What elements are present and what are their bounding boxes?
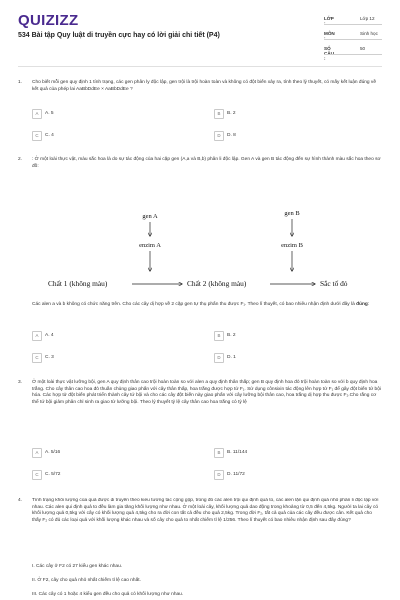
enzyme-a-label: enzim A [139,242,161,249]
option-letter: D [214,353,224,363]
option-letter: B [214,331,224,341]
option-letter: D [214,131,224,141]
question-2-continued [18,302,382,372]
question-text: Tính trạng khối lượng của quả được di truyền theo kiểu tương tác cộng gộp, trong đó các alen trội qui định quả to, các alen lặn qui định quả nhỏ phân li độc lập với nhau. Các alen qui định quả to đều làm gia tăng khối lượng như nhau. Ở một loài cây, khối lượng quả dao động trong khoảng từ 0,5 đến 4,5kg. Người ta lai cây có khối lượng quả 0,5kg với cây có khối lượng quả 4,5kg cho ra đời con tất cả đều cho quả 2,5kg. Trong đời F₂, tất cả quả của các cây đều được cân. Kết quả cho thấy F₂ có đủ các loại quả với khối lượng khác nhau và số cây cho quả to nhất chiếm tỉ lệ 1/256. Theo lí thuyết có bao nhiêu nhận định sau đây đúng? [32,498,379,523]
option-letter: A [32,331,42,341]
question-1 [18,80,382,160]
statement-1: I. Các cây ở F2 có 27 kiểu gen khác nhau. [32,564,123,569]
meta-label: LỚP : [324,16,334,26]
followup-colon: : [367,302,370,307]
option-text: B. 11/144 [227,450,248,455]
question-text: Ở một loài thực vật lưỡng bội, gen A quy định thân cao trội hoàn toàn so với alen a quy định thân thấp; gen B quy định hoa đỏ trội hoàn toàn so với b quy định hoa trắng. Cho cây thân cao hoa đỏ thuần chủng giao phấn với cây thân thấp, hoa trắng được hợp tử F₁. Sử dụng cônsixin tác động lên hợp tử F₁ để gây đột biến tứ bội hóa. Các hợp tử đột biến phát triển thành cây tứ bội và cho các cây đột biến này giao phấn với cây lưỡng bội thân cao, hoa trắng dị hợp thu được F₂.Cho rằng cơ thể tứ bội giảm phân chỉ sinh ra giao tử lưỡng bội. Theo lý thuyết tỷ lệ cây thân cao hoa trắng có tỷ lệ [32,380,381,405]
question-number: 2. [18,157,23,162]
followup-emphasis: đúng [356,302,368,307]
substance-1-label: Chất 1 (không màu) [48,279,108,288]
option-text: A. 5/16 [45,450,61,455]
question-text: : Ở một loài thực vật, màu sắc hoa là do sự tác động của hai cặp gen (A,a và B,b) phân li độc lập. Gen A và gen B tác động đến sự hình thành màu sắc hoa theo sơ đồ: [32,157,381,169]
statement-3: III. Các cây có 1 hoặc 4 kiểu gen đều cho quả có khối lượng như nhau. [32,592,184,597]
meta-label: MÔN : [324,31,335,41]
meta-value: Sinh học [360,31,378,36]
question-3 [18,380,382,490]
gene-a-label: gen A [142,213,158,220]
option-letter: C [32,470,42,480]
option-text: C. 3 [45,355,54,360]
header [0,0,400,64]
option-text: D. 1 [227,355,236,360]
option-text: C. 5/72 [45,472,61,477]
meta-divider [324,54,382,55]
substance-2-label: Chất 2 (không màu) [187,279,247,288]
document-title: 534 Bài tập Quy luật di truyền cực hay có lời giải chi tiết (P4) [18,32,220,39]
gene-b-label: gen B [284,210,300,217]
followup-text: Các alen a và b không có chức năng trên. Cho các cây dị hợp về 2 cặp gen tự thụ phấn thu được F₁. Theo lí thuyết, có bao nhiêu nhận định dưới đây là [32,302,355,307]
enzyme-b-label: enzim B [281,242,303,249]
question-number: 3. [18,380,23,385]
question-4 [18,498,382,600]
option-text: A. 4 [45,333,54,338]
option-letter: B [214,109,224,119]
option-letter: A [32,109,42,119]
option-letter: B [214,448,224,458]
statement-2: II. Ở F2, cây cho quả nhỏ nhất chiếm tỉ lệ cao nhất. [32,578,141,583]
option-text: C. 4 [45,133,54,138]
question-number: 1. [18,80,23,85]
diagram-svg [40,200,360,298]
question-number: 4. [18,498,23,503]
option-text: D. 8 [227,133,236,138]
question-text: Cho biết mỗi gen quy định 1 tính trạng, các gen phân ly độc lập, gen trội là trội hoàn toàn và không có đột biến xảy ra, tính theo lý thuyết, có mấy kết luận đúng về kết quả của phép lai AaBbDdEe × AaBbDdEe ? [32,80,376,92]
option-letter: A [32,448,42,458]
option-letter: D [214,470,224,480]
option-text: B. 2 [227,333,236,338]
meta-divider [324,24,382,25]
question-2 [18,157,382,177]
meta-value: 50 [360,46,366,51]
option-letter: C [32,131,42,141]
pigment-label: Sắc tố đỏ [320,279,348,288]
gene-interaction-diagram [40,200,360,298]
quizizz-logo: QUIZIZZ [18,12,79,29]
meta-label: SỐ CÂU : [324,46,334,61]
option-text: D. 11/72 [227,472,245,477]
question-followup-text [32,302,382,309]
option-letter: C [32,353,42,363]
option-text: B. 2 [227,111,236,116]
option-text: A. 5 [45,111,54,116]
meta-value: Lớp 12 [360,16,375,21]
meta-divider [324,39,382,40]
header-divider [18,66,382,67]
